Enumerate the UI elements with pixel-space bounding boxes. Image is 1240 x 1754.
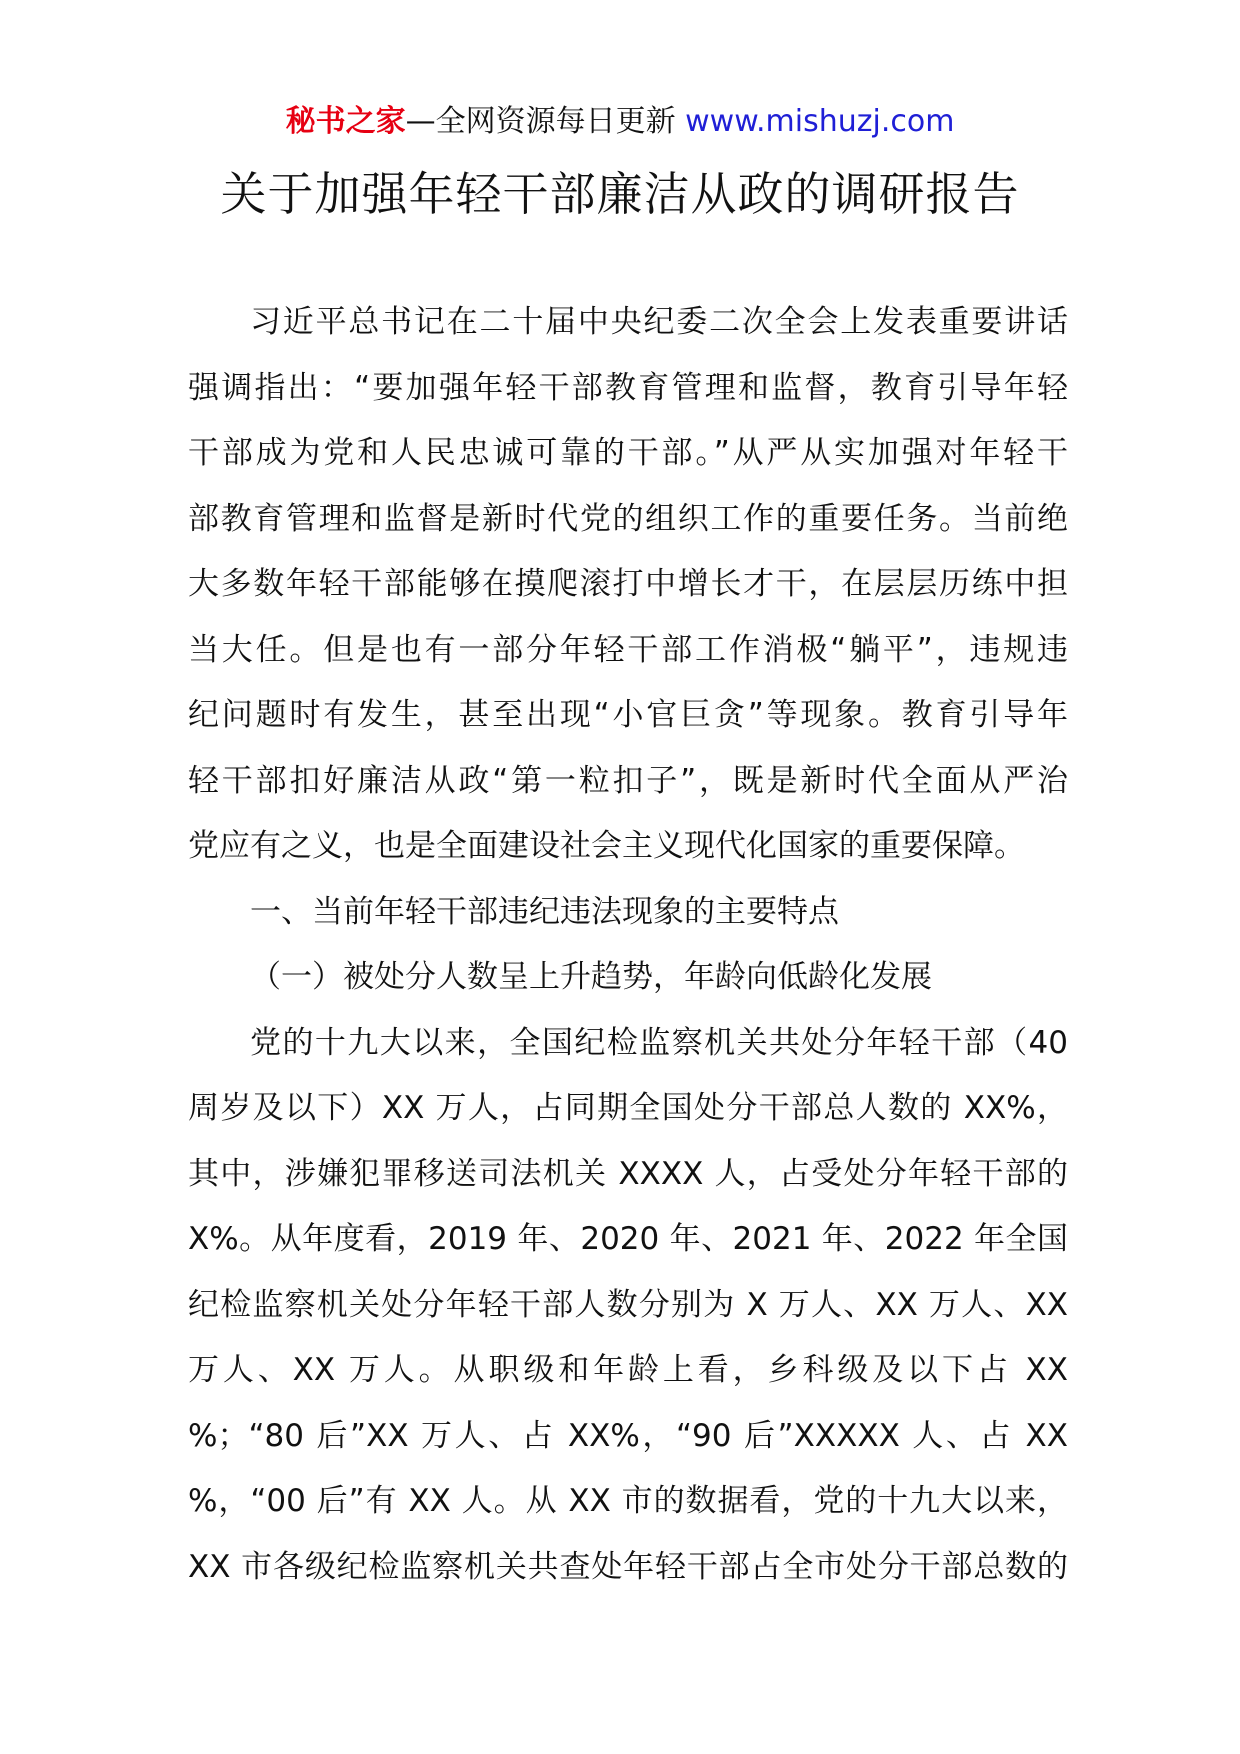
body-line: 其中，涉嫌犯罪移送司法机关 XXXX 人，占受处分年轻干部的 [188,1155,1068,1192]
body-line: %，“00 后”有 XX 人。从 XX 市的数据看，党的十九大以来， [188,1483,1068,1519]
body-line: X%。从年度看，2019 年、2020 年、2021 年、2022 年全国 [188,1221,1068,1257]
body-line: 纪问题时有发生，甚至出现“小官巨贪”等现象。教育引导年 [188,697,1068,733]
body-line: 当大任。但是也有一部分年轻干部工作消极“躺平”，违规违 [188,631,1068,668]
body-line: XX 市各级纪检监察机关共查处年轻干部占全市处分干部总数的 [188,1548,1068,1585]
site-tagline: —全网资源每日更新 [405,104,676,139]
body-line: 党的十九大以来，全国纪检监察机关共处分年轻干部（40 [250,1024,1068,1061]
body-line: 大多数年轻干部能够在摸爬滚打中增长才干，在层层历练中担 [188,566,1068,602]
site-url-link[interactable]: www.mishuzj.com [685,104,955,139]
body-line: 周岁及以下）XX 万人，占同期全国处分干部总人数的 XX%， [188,1090,1068,1126]
body-line: %；“80 后”XX 万人、占 XX%，“90 后”XXXXX 人、占 XX [188,1417,1068,1454]
body-line: 轻干部扣好廉洁从政“第一粒扣子”，既是新时代全面从严治 [188,762,1068,799]
body-line: 纪检监察机关处分年轻干部人数分别为 X 万人、XX 万人、XX [188,1286,1068,1323]
document-body [188,290,1068,1600]
body-line: 党应有之义，也是全面建设社会主义现代化国家的重要保障。 [188,828,1025,864]
body-line: 部教育管理和监督是新时代党的组织工作的重要任务。当前绝 [188,500,1068,537]
site-brand: 秘书之家 [285,104,406,139]
body-line: 习近平总书记在二十届中央纪委二次全会上发表重要讲话 [250,304,1068,340]
body-line: 万人、XX 万人。从职级和年龄上看，乡科级及以下占 XX [188,1352,1068,1388]
section-heading: 一、当前年轻干部违纪违法现象的主要特点 [250,893,839,930]
body-line: 强调指出：“要加强年轻干部教育管理和监督，教育引导年轻 [188,369,1068,406]
subsection-heading: （一）被处分人数呈上升趋势，年龄向低龄化发展 [250,959,932,995]
body-line: 干部成为党和人民忠诚可靠的干部。”从严从实加强对年轻干 [188,435,1068,471]
site-header [0,100,1240,144]
document-title: 关于加强年轻干部廉洁从政的调研报告 [220,167,1020,221]
